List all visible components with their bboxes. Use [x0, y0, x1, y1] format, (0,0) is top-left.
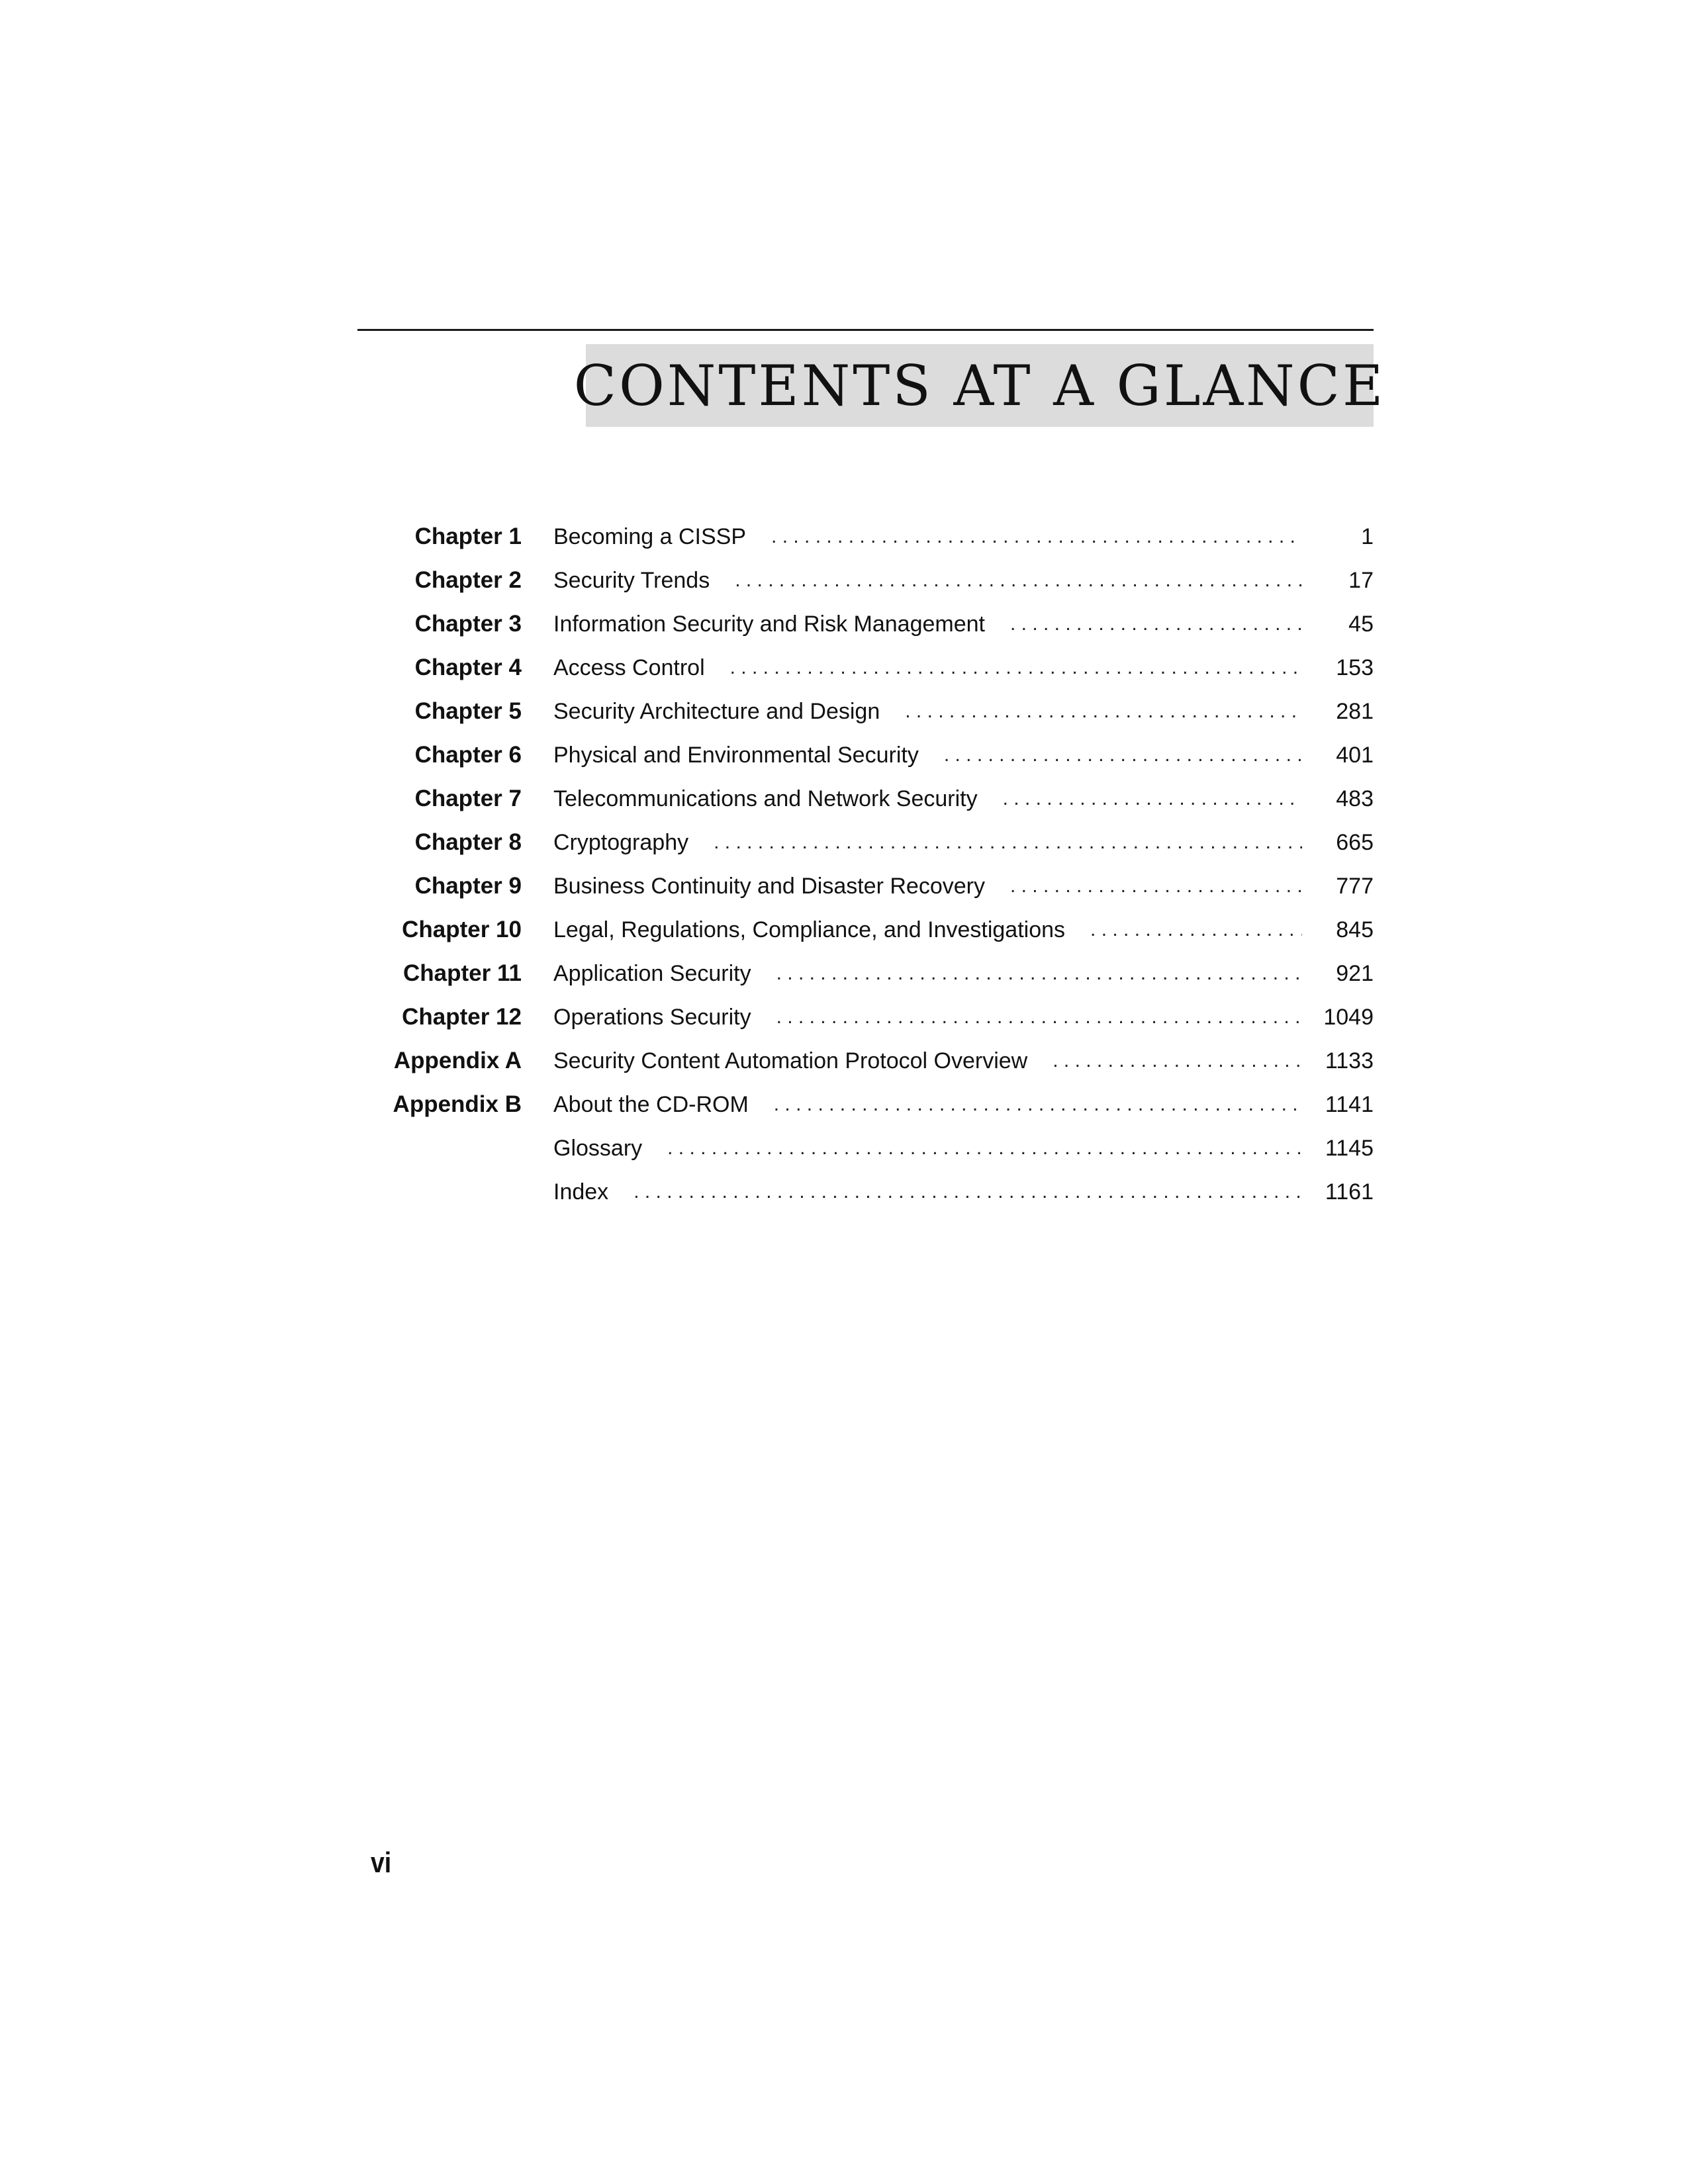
toc-row	[0, 821, 1688, 864]
toc-entry-title: Index	[553, 1179, 609, 1205]
toc-entry-page: 1133	[1325, 1048, 1374, 1073]
dot-leader	[1010, 602, 1302, 646]
toc-entry-label: Chapter 7	[414, 786, 522, 811]
toc-entry-label: Appendix B	[393, 1091, 522, 1117]
dot-leader	[776, 995, 1302, 1039]
toc-row	[0, 952, 1688, 995]
toc-entry-page: 281	[1336, 699, 1374, 724]
toc-entry-link[interactable]	[553, 864, 1374, 908]
toc-row	[0, 515, 1688, 559]
toc-row	[0, 1126, 1688, 1170]
toc-entry-page: 777	[1336, 874, 1374, 899]
toc-entry-title: Legal, Regulations, Compliance, and Investigations	[553, 917, 1066, 942]
toc-entry-page: 45	[1348, 612, 1374, 637]
title-banner	[573, 344, 1386, 427]
toc-entry-link[interactable]	[553, 1083, 1374, 1126]
toc-entry-label: Chapter 2	[414, 567, 522, 593]
toc-entry-title: Cryptography	[553, 830, 689, 855]
toc-entry-link[interactable]	[553, 559, 1374, 602]
toc-entry-link[interactable]	[553, 690, 1374, 733]
toc-entry-link[interactable]	[553, 995, 1374, 1039]
toc-entry-label: Chapter 9	[414, 873, 522, 899]
toc-entry-label: Chapter 8	[414, 829, 522, 855]
toc-row	[0, 646, 1688, 690]
dot-leader	[667, 1126, 1302, 1170]
toc-entry-link[interactable]	[553, 602, 1374, 646]
toc-entry-label: Chapter 11	[403, 960, 522, 986]
toc-row	[0, 995, 1688, 1039]
toc-entry-link[interactable]	[553, 515, 1374, 559]
toc-entry-title: Application Security	[553, 961, 751, 986]
toc-entry-link[interactable]	[553, 1170, 1374, 1214]
toc-row	[0, 559, 1688, 602]
toc-entry-page: 1	[1361, 524, 1374, 549]
toc-row	[0, 908, 1688, 952]
toc-entry-title: Security Trends	[553, 568, 710, 593]
dot-leader	[944, 733, 1302, 777]
toc-row	[0, 1083, 1688, 1126]
toc-entry-link[interactable]	[553, 821, 1374, 864]
toc-entry-title: Security Architecture and Design	[553, 699, 880, 724]
dot-leader	[735, 559, 1302, 602]
toc-entry-link[interactable]	[553, 952, 1374, 995]
toc-entry-title: About the CD-ROM	[553, 1092, 749, 1117]
toc-entry-page: 153	[1336, 655, 1374, 680]
toc-entry-link[interactable]	[553, 646, 1374, 690]
dot-leader	[774, 1083, 1302, 1126]
toc-entry-label: Chapter 1	[414, 523, 522, 549]
page-number: vi	[371, 1846, 392, 1879]
toc-entry-label: Chapter 10	[402, 917, 522, 942]
toc-row	[0, 1039, 1688, 1083]
toc-entry-page: 483	[1336, 786, 1374, 811]
toc-entry-title: Glossary	[553, 1136, 643, 1161]
toc-entry-page: 17	[1348, 568, 1374, 593]
toc-entry-label: Appendix A	[393, 1048, 522, 1073]
toc-entry-label: Chapter 3	[414, 611, 522, 637]
toc-entry-label: Chapter 12	[402, 1004, 522, 1030]
toc-entry-link[interactable]	[553, 733, 1374, 777]
toc-entry-label: Chapter 6	[414, 742, 522, 768]
toc-entry-title: Business Continuity and Disaster Recovery	[553, 874, 985, 899]
dot-leader	[1090, 908, 1302, 952]
toc-entry-page: 1145	[1325, 1136, 1374, 1161]
toc-entry-page: 1161	[1325, 1179, 1374, 1205]
page-title: CONTENTS AT A GLANCE	[573, 353, 1386, 418]
toc-row	[0, 1170, 1688, 1214]
dot-leader	[1053, 1039, 1302, 1083]
toc-entry-label: Chapter 5	[414, 698, 522, 724]
toc-entry-title: Information Security and Risk Management	[553, 612, 985, 637]
dot-leader	[633, 1170, 1302, 1214]
dot-leader	[1010, 864, 1302, 908]
toc-entry-label: Chapter 4	[414, 655, 522, 680]
table-of-contents	[0, 515, 1688, 1214]
toc-entry-title: Security Content Automation Protocol Overview	[553, 1048, 1028, 1073]
dot-leader	[776, 952, 1302, 995]
toc-entry-page: 1141	[1325, 1092, 1374, 1117]
toc-row	[0, 602, 1688, 646]
toc-entry-title: Telecommunications and Network Security	[553, 786, 978, 811]
toc-entry-title: Access Control	[553, 655, 705, 680]
toc-entry-page: 845	[1336, 917, 1374, 942]
toc-row	[0, 777, 1688, 821]
toc-entry-link[interactable]	[553, 1039, 1374, 1083]
header-rule	[357, 329, 1374, 331]
toc-row	[0, 690, 1688, 733]
toc-entry-link[interactable]	[553, 777, 1374, 821]
toc-entry-title: Becoming a CISSP	[553, 524, 747, 549]
dot-leader	[905, 690, 1302, 733]
toc-entry-page: 1049	[1323, 1005, 1374, 1030]
dot-leader	[771, 515, 1302, 559]
toc-entry-page: 401	[1336, 743, 1374, 768]
toc-entry-page: 665	[1336, 830, 1374, 855]
toc-entry-link[interactable]	[553, 1126, 1374, 1170]
toc-row	[0, 864, 1688, 908]
toc-entry-link[interactable]	[553, 908, 1374, 952]
dot-leader	[1003, 777, 1302, 821]
toc-entry-title: Operations Security	[553, 1005, 751, 1030]
dot-leader	[714, 821, 1302, 864]
dot-leader	[730, 646, 1302, 690]
toc-row	[0, 733, 1688, 777]
toc-entry-page: 921	[1336, 961, 1374, 986]
toc-entry-title: Physical and Environmental Security	[553, 743, 919, 768]
